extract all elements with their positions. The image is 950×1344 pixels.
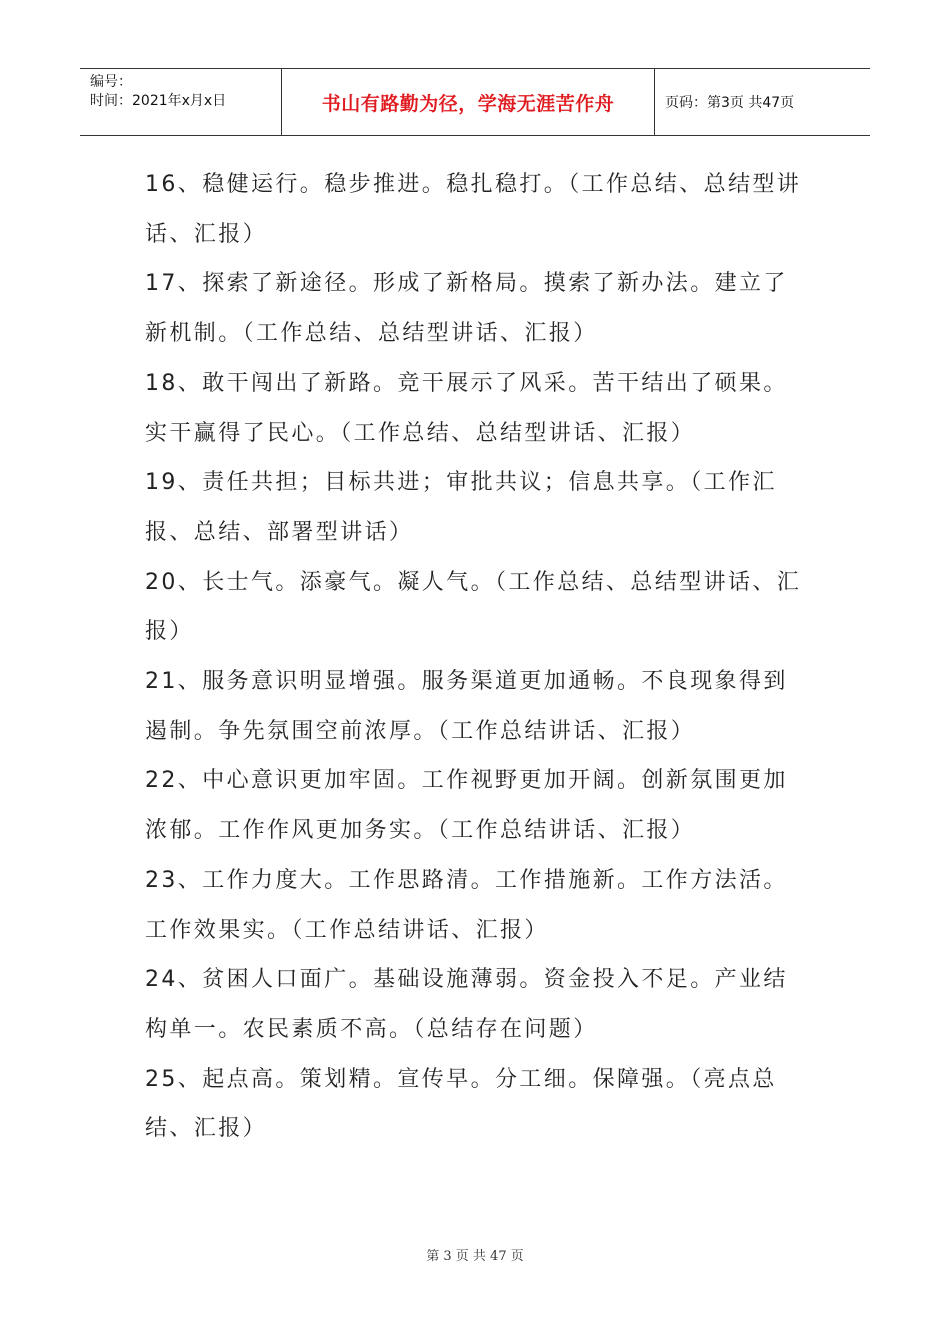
list-item: 25、起点高。策划精。宣传早。分工细。保障强。（亮点总结、汇报） xyxy=(145,1066,777,1142)
list-item: 17、探索了新途径。形成了新格局。摸索了新办法。建立了新机制。（工作总结、总结型讲话、汇报） xyxy=(145,271,788,347)
time-label: 时间：2021年x月x日 xyxy=(90,93,227,109)
list-item: 20、长士气。添豪气。凝人气。（工作总结、总结型讲话、汇报） xyxy=(145,569,802,645)
list-item: 24、贫困人口面广。基础设施薄弱。资金投入不足。产业结构单一。农民素质不高。（总结存在问题） xyxy=(145,967,788,1042)
list-item: 23、工作力度大。工作思路清。工作措施新。工作方法活。工作效果实。（工作总结讲话、汇报） xyxy=(145,867,788,943)
list-item: 16、稳健运行。稳步推进。稳扎稳打。（工作总结、总结型讲话、汇报） xyxy=(145,172,802,247)
list-item: 21、服务意识明显增强。服务渠道更加通畅。不良现象得到遏制。争先氛围空前浓厚。（工作总结讲话、汇报） xyxy=(145,669,788,744)
page-header xyxy=(80,68,870,136)
header-page-info: 页码：第3页 共47页 xyxy=(665,95,795,111)
number-label: 编号： xyxy=(90,74,132,90)
list-item: 19、责任共担；目标共进；审批共议；信息共享。（工作汇报、总结、部署型讲话） xyxy=(145,470,777,545)
list-item: 18、敢干闯出了新路。竞干展示了风采。苦干结出了硕果。实干赢得了民心。（工作总结、总结型讲话、汇报） xyxy=(145,370,788,446)
header-meta xyxy=(80,69,281,135)
header-motto: 书山有路勤为径，学海无涯苦作舟 xyxy=(281,69,655,135)
page-footer: 第 3 页 共 47 页 xyxy=(426,1249,524,1264)
list-item: 22、中心意识更加牢固。工作视野更加开阔。创新氛围更加浓郁。工作作风更加务实。（工作总结讲话、汇报） xyxy=(145,768,788,844)
document-body xyxy=(145,160,805,1154)
